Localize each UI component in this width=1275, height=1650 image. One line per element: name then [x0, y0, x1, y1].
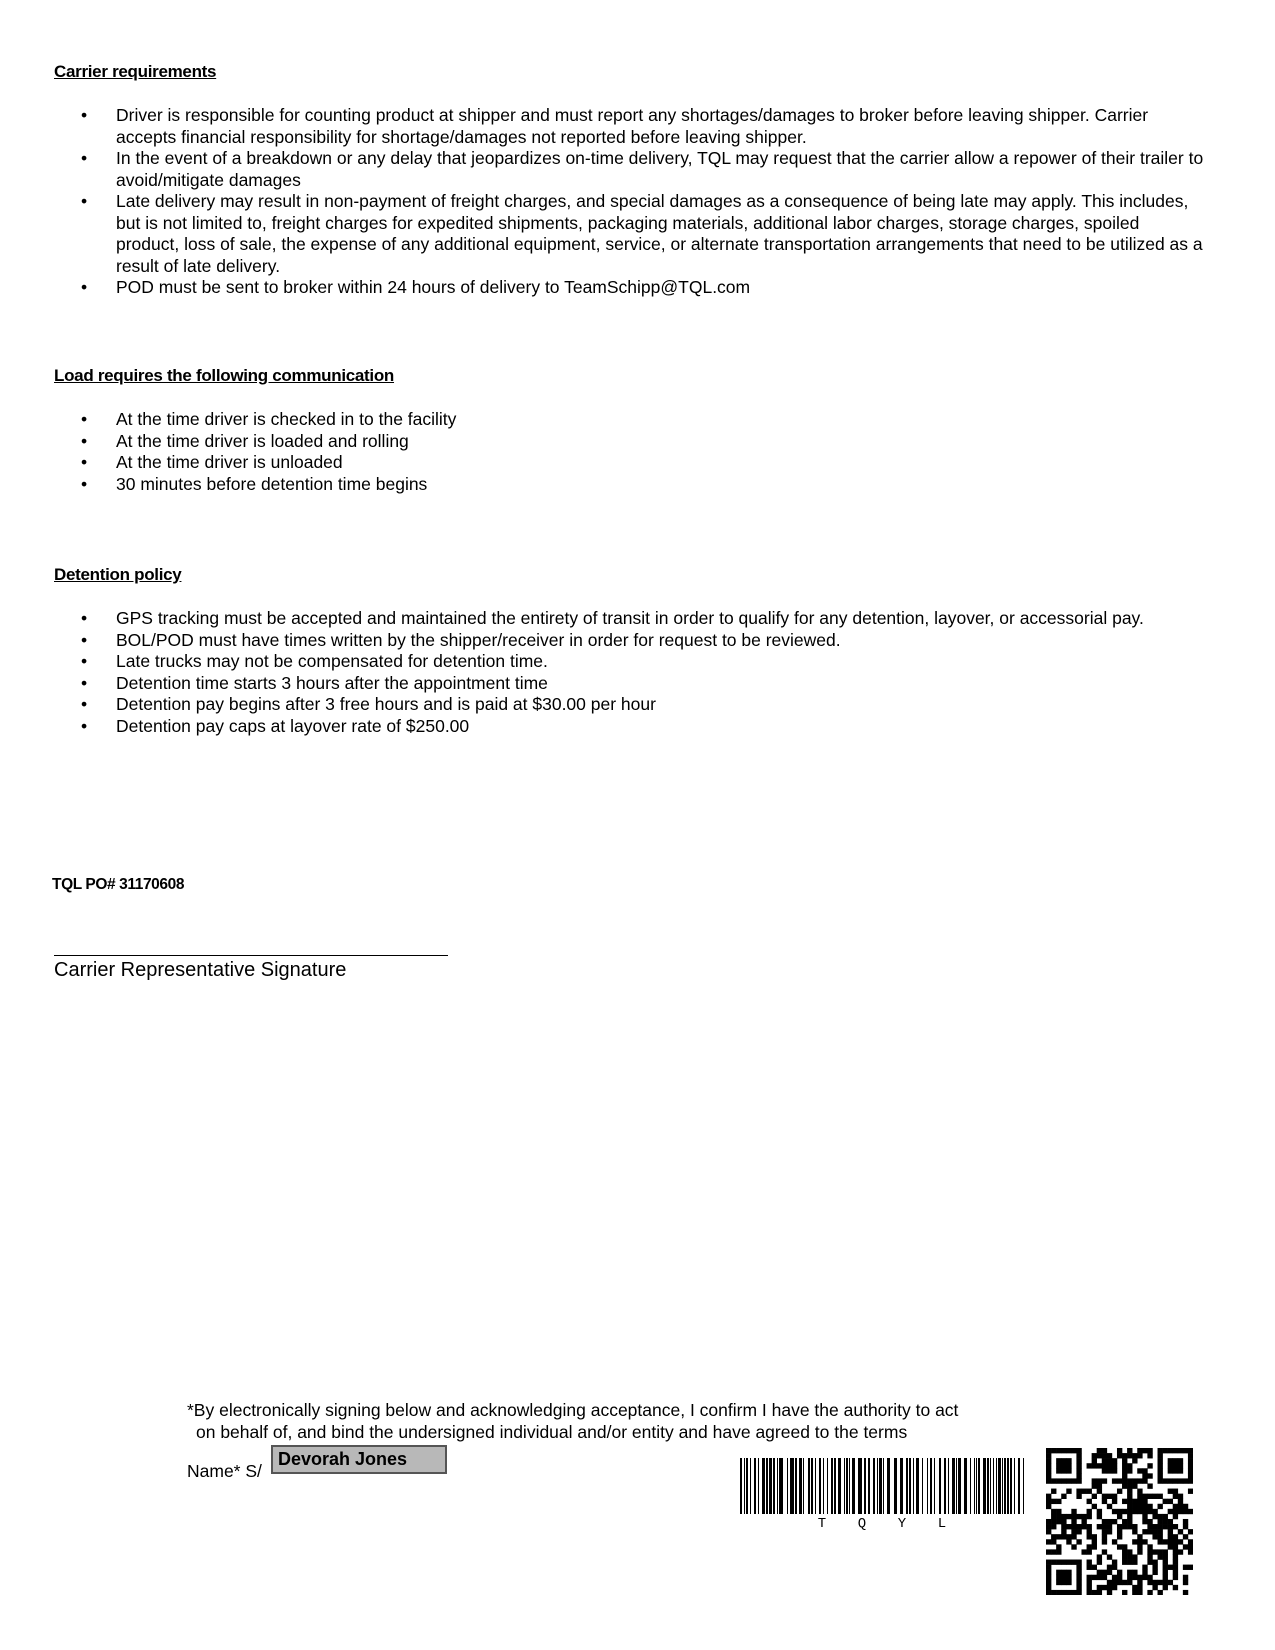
- barcode-char: Y: [897, 1516, 907, 1532]
- acknowledgment-line-1: *By electronically signing below and acknowledging acceptance, I confirm I have the authority to act: [187, 1400, 959, 1420]
- barcode: [740, 1458, 1024, 1530]
- list-item: • Detention pay caps at layover rate of $250.00: [54, 716, 1204, 738]
- list-item: • POD must be sent to broker within 24 hours of delivery to TeamSchipp@TQL.com: [54, 277, 1204, 299]
- list-item: • Detention time starts 3 hours after the appointment time: [54, 673, 1204, 695]
- acknowledgment-text: [187, 1399, 1047, 1443]
- list-item: • GPS tracking must be accepted and maintained the entirety of transit in order to qualify for any detention, layover, or accessorial pay.: [54, 608, 1204, 630]
- list-item: • Detention pay begins after 3 free hours and is paid at $30.00 per hour: [54, 694, 1204, 716]
- list-item: • Late trucks may not be compensated for detention time.: [54, 651, 1204, 673]
- barcode-char: L: [937, 1516, 947, 1532]
- list-item: • In the event of a breakdown or any delay that jeopardizes on-time delivery, TQL may request that the carrier allow a repower of their trailer to avoid/mitigate damages: [54, 148, 1204, 191]
- name-signature-field[interactable]: Devorah Jones: [271, 1445, 447, 1474]
- name-label: Name* S/: [187, 1461, 262, 1481]
- list-item: • At the time driver is unloaded: [54, 452, 1204, 474]
- signature-line[interactable]: [54, 955, 448, 956]
- signature-label: Carrier Representative Signature: [54, 959, 347, 981]
- list-item: • BOL/POD must have times written by the shipper/receiver in order for request to be reviewed.: [54, 630, 1204, 652]
- carrier-requirements-list: [54, 105, 1204, 299]
- detention-policy-heading: Detention policy: [54, 565, 182, 584]
- barcode-text: [740, 1516, 1024, 1532]
- po-number: TQL PO# 31170608: [52, 876, 185, 893]
- detention-policy-list: [54, 608, 1204, 737]
- barcode-char: T: [817, 1516, 827, 1532]
- list-item: • Late delivery may result in non-payment of freight charges, and special damages as a consequence of being late may apply. This includes, but is not limited to, freight charges for expedited shipments, packaging materials, additional labor charges, storage charges, spoiled product, loss of sale, the expense of any additional equipment, service, or alternate transportation arrangements that need to be utilized as a result of late delivery.: [54, 191, 1204, 277]
- list-item: • Driver is responsible for counting product at shipper and must report any shortages/damages to broker before leaving shipper. Carrier accepts financial responsibility for shortage/damages not reported before leaving shipper.: [54, 105, 1204, 148]
- list-item: • At the time driver is checked in to the facility: [54, 409, 1204, 431]
- communication-list: [54, 409, 1204, 495]
- qr-code-icon: [1046, 1448, 1193, 1595]
- barcode-icon: [740, 1458, 1024, 1514]
- list-item: • At the time driver is loaded and rolling: [54, 431, 1204, 453]
- acknowledgment-line-2: on behalf of, and bind the undersigned individual and/or entity and have agreed to the terms: [196, 1422, 908, 1442]
- carrier-requirements-heading: Carrier requirements: [54, 62, 217, 81]
- barcode-char: Q: [857, 1516, 867, 1532]
- list-item: • 30 minutes before detention time begins: [54, 474, 1204, 496]
- communication-heading: Load requires the following communication: [54, 366, 395, 385]
